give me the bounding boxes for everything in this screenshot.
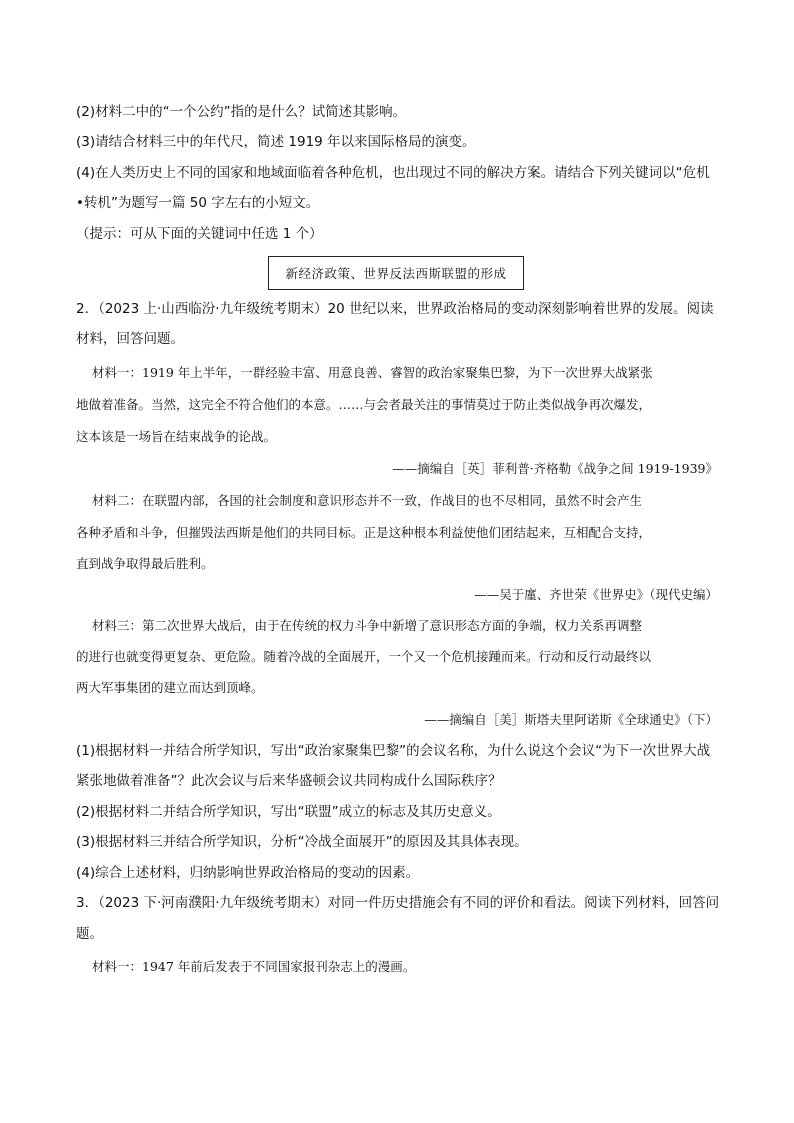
q2-material-1-source: ——摘编自［英］菲利普·齐格勒《战争之间 1919-1939》 <box>392 461 718 476</box>
question-2-part-4: (4)综合上述材料，归纳影响世界政治格局的变动的因素。 <box>76 865 420 881</box>
q2-material-2-line-1: 材料二：在联盟内部，各国的社会制度和意识形态并不一致，作战目的也不尽相同，虽然不时会产生 <box>92 493 643 508</box>
q2-material-3-source: ——摘编自［美］斯塔夫里阿诺斯《全球通史》（下） <box>424 712 718 727</box>
question-1-part-4-line-2: •转机”为题写一篇 50 字左右的小短文。 <box>76 195 320 211</box>
question-1-part-4-line-1: (4)在人类历史上不同的国家和地域面临着各种危机，也出现过不同的解决方案。请结合下列关键词以“危机 <box>76 165 710 181</box>
q2-material-3-line-1: 材料三：第二次世界大战后，由于在传统的权力斗争中新增了意识形态方面的争端，权力关系再调整 <box>92 618 643 633</box>
question-2-part-3: (3)根据材料三并结合所学知识，分析“冷战全面展开”的原因及其具体表现。 <box>76 834 528 850</box>
question-2-part-2: (2)根据材料二并结合所学知识，写出“联盟”成立的标志及其历史意义。 <box>76 804 501 820</box>
question-3-stem-line-2: 题。 <box>76 926 103 942</box>
q2-material-3-line-3: 两大军事集团的建立而达到顶峰。 <box>76 680 264 695</box>
question-2-part-1-line-2: 紧张地做着准备”？此次会议与后来华盛顿会议共同构成什么国际秩序？ <box>76 773 502 789</box>
q2-material-2-line-2: 各种矛盾和斗争，但摧毁法西斯是他们的共同目标。正是这种根本利益使他们团结起来，互相配合支持， <box>76 525 652 540</box>
q2-material-2-source: ——吴于廑、齐世荣《世界史》（现代史编） <box>474 587 718 602</box>
question-2-part-1-line-1: (1)根据材料一并结合所学知识，写出“政治家聚集巴黎”的会议名称，为什么说这个会议“为下一次世界大战 <box>76 743 711 759</box>
question-2-stem-line-2: 材料，回答问题。 <box>76 331 184 347</box>
question-1-hint: （提示：可从下面的关键词中任选 1 个） <box>76 226 323 242</box>
q2-material-1-line-3: 这本该是一场旨在结束战争的论战。 <box>76 429 277 444</box>
q2-material-2-line-3: 直到战争取得最后胜利。 <box>76 556 214 571</box>
q3-material-1: 材料一：1947 年前后发表于不同国家报刊杂志上的漫画。 <box>92 959 416 974</box>
question-1-part-2: (2)材料二中的“一个公约”指的是什么？试简述其影响。 <box>76 104 407 120</box>
question-1-part-3: (3)请结合材料三中的年代尺，简述 1919 年以来国际格局的演变。 <box>76 134 476 150</box>
q2-material-3-line-2: 的进行也就变得更复杂、更危险。随着冷战的全面展开，一个又一个危机接踵而来。行动和反行动最终以 <box>76 649 652 664</box>
q2-material-1-line-1: 材料一：1919 年上半年，一群经验丰富、用意良善、睿智的政治家聚集巴黎，为下一次世界大战紧张 <box>92 365 653 380</box>
keyword-box <box>268 256 524 290</box>
question-2-stem-line-1: 2．（2023 上·山西临汾·九年级统考期末）20 世纪以来，世界政治格局的变动深刻影响着世界的发展。阅读 <box>76 301 714 317</box>
q2-material-1-line-2: 地做着准备。当然，这完全不符合他们的本意。……与会者最关注的事情莫过于防止类似战争再次爆发， <box>76 397 652 412</box>
keyword-text: 新经济政策、世界反法西斯联盟的形成 <box>285 266 507 281</box>
question-3-stem-line-1: 3．（2023 下·河南濮阳·九年级统考期末）对同一件历史措施会有不同的评价和看法。阅读下列材料，回答问 <box>76 895 720 911</box>
